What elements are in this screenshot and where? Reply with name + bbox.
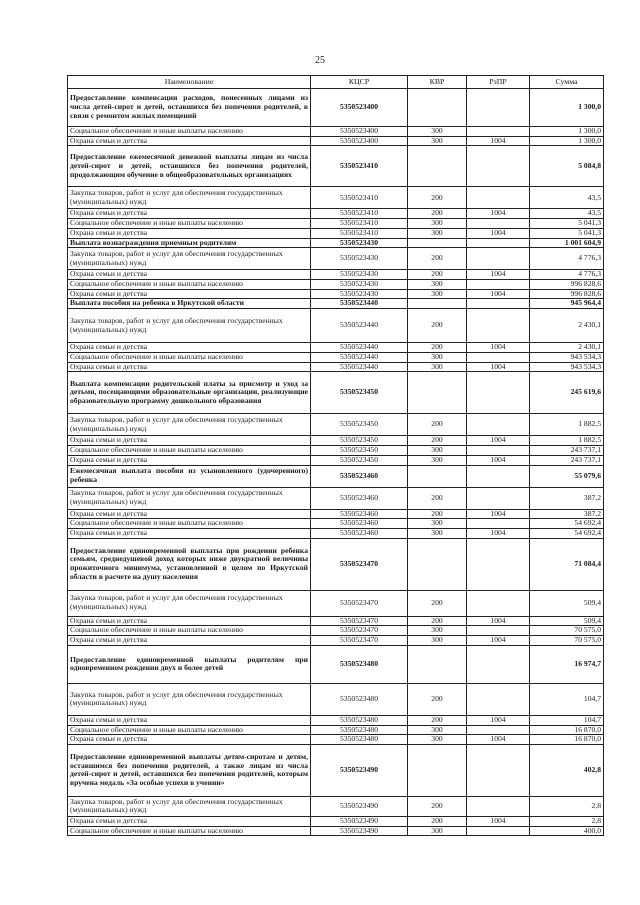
row-rzpr: 1004 bbox=[467, 436, 530, 446]
row-kvr: 300 bbox=[408, 219, 467, 229]
row-rzpr bbox=[467, 414, 530, 436]
row-sum: 43,5 bbox=[530, 209, 604, 219]
row-kvr: 300 bbox=[408, 352, 467, 362]
row-kvr bbox=[408, 645, 467, 683]
row-rzpr: 1004 bbox=[467, 209, 530, 219]
row-kvr: 200 bbox=[408, 509, 467, 519]
table-row bbox=[68, 509, 604, 519]
row-sum: 509,4 bbox=[530, 616, 604, 626]
row-sum: 943 534,3 bbox=[530, 352, 604, 362]
row-kcsr: 5350523440 bbox=[311, 309, 408, 343]
row-sum: 5 041,3 bbox=[530, 228, 604, 238]
row-rzpr bbox=[467, 465, 530, 487]
row-name: Социальное обеспечение и иные выплаты населению bbox=[68, 352, 311, 362]
table-row bbox=[68, 238, 604, 248]
row-kcsr: 5350523430 bbox=[311, 238, 408, 248]
row-sum: 387,2 bbox=[530, 487, 604, 509]
row-kcsr: 5350523430 bbox=[311, 270, 408, 280]
row-sum: 4 776,3 bbox=[530, 248, 604, 270]
row-kvr: 300 bbox=[408, 362, 467, 372]
header-name: Наименование bbox=[68, 76, 311, 89]
table-row bbox=[68, 446, 604, 456]
row-kcsr: 5350523490 bbox=[311, 826, 408, 836]
row-kvr: 200 bbox=[408, 343, 467, 353]
row-rzpr bbox=[467, 127, 530, 137]
row-name: Социальное обеспечение и иные выплаты населению bbox=[68, 219, 311, 229]
row-name: Социальное обеспечение и иные выплаты населению bbox=[68, 127, 311, 137]
row-name: Социальное обеспечение и иные выплаты населению bbox=[68, 280, 311, 290]
row-kcsr: 5350523450 bbox=[311, 455, 408, 465]
row-rzpr: 1004 bbox=[467, 528, 530, 538]
row-kvr: 300 bbox=[408, 826, 467, 836]
row-rzpr bbox=[467, 89, 530, 127]
row-sum: 400,0 bbox=[530, 826, 604, 836]
table-row bbox=[68, 89, 604, 127]
row-kvr bbox=[408, 146, 467, 187]
row-kcsr: 5350523460 bbox=[311, 528, 408, 538]
row-rzpr: 1004 bbox=[467, 455, 530, 465]
row-rzpr bbox=[467, 725, 530, 735]
row-kcsr: 5350523430 bbox=[311, 289, 408, 299]
row-rzpr bbox=[467, 590, 530, 616]
row-kcsr: 5350523440 bbox=[311, 299, 408, 309]
row-name: Охрана семьи и детства bbox=[68, 343, 311, 353]
row-name: Выплата вознаграждения приемным родителям bbox=[68, 238, 311, 248]
row-sum: 2,8 bbox=[530, 796, 604, 816]
table-row bbox=[68, 436, 604, 446]
row-kvr: 300 bbox=[408, 626, 467, 636]
row-sum: 54 692,4 bbox=[530, 528, 604, 538]
row-name: Охрана семьи и детства bbox=[68, 636, 311, 646]
table-row bbox=[68, 343, 604, 353]
row-kvr: 200 bbox=[408, 248, 467, 270]
row-rzpr bbox=[467, 826, 530, 836]
table-row bbox=[68, 228, 604, 238]
row-kcsr: 5350523440 bbox=[311, 343, 408, 353]
row-kcsr: 5350523450 bbox=[311, 446, 408, 456]
table-row bbox=[68, 362, 604, 372]
row-name: Охрана семьи и детства bbox=[68, 528, 311, 538]
table-row bbox=[68, 280, 604, 290]
row-kcsr: 5350523470 bbox=[311, 590, 408, 616]
row-sum: 1 300,0 bbox=[530, 89, 604, 127]
row-kcsr: 5350523460 bbox=[311, 509, 408, 519]
row-sum: 402,8 bbox=[530, 744, 604, 796]
row-kcsr: 5350523450 bbox=[311, 436, 408, 446]
table-row bbox=[68, 796, 604, 816]
row-sum: 243 737,1 bbox=[530, 455, 604, 465]
row-kvr: 200 bbox=[408, 816, 467, 826]
row-name: Охрана семьи и детства bbox=[68, 136, 311, 146]
row-kvr: 300 bbox=[408, 446, 467, 456]
row-rzpr bbox=[467, 487, 530, 509]
row-name: Закупка товаров, работ и услуг для обеспечения государственных (муниципальных) нужд bbox=[68, 590, 311, 616]
row-name: Охрана семьи и детства bbox=[68, 816, 311, 826]
row-name: Социальное обеспечение и иные выплаты населению bbox=[68, 519, 311, 529]
row-rzpr: 1004 bbox=[467, 136, 530, 146]
table-row bbox=[68, 816, 604, 826]
row-name: Охрана семьи и детства bbox=[68, 362, 311, 372]
row-kvr: 200 bbox=[408, 796, 467, 816]
row-rzpr bbox=[467, 626, 530, 636]
row-kvr: 200 bbox=[408, 616, 467, 626]
row-kcsr: 5350523400 bbox=[311, 136, 408, 146]
row-sum: 387,2 bbox=[530, 509, 604, 519]
row-kcsr: 5350523450 bbox=[311, 372, 408, 414]
table-row bbox=[68, 636, 604, 646]
row-sum: 16 974,7 bbox=[530, 645, 604, 683]
row-sum: 1 300,0 bbox=[530, 136, 604, 146]
row-kvr: 300 bbox=[408, 127, 467, 137]
row-sum: 5 041,3 bbox=[530, 219, 604, 229]
row-sum: 16 870,0 bbox=[530, 725, 604, 735]
row-name: Охрана семьи и детства bbox=[68, 228, 311, 238]
row-sum: 1 300,0 bbox=[530, 127, 604, 137]
header-kcsr: КЦСР bbox=[311, 76, 408, 89]
row-kcsr: 5350523410 bbox=[311, 219, 408, 229]
row-kcsr: 5350523440 bbox=[311, 362, 408, 372]
row-rzpr bbox=[467, 645, 530, 683]
row-kvr bbox=[408, 744, 467, 796]
table-row bbox=[68, 289, 604, 299]
table-row bbox=[68, 645, 604, 683]
budget-table bbox=[67, 75, 604, 836]
row-kvr: 300 bbox=[408, 280, 467, 290]
row-name: Охрана семьи и детства bbox=[68, 735, 311, 745]
row-name: Предоставление единовременной выплаты при рождении ребенка семьям, среднедушевой доход которых ниже двукратной величины прожиточного минимума, установленной в целом по Иркутской области в расчете на душу населения bbox=[68, 538, 311, 590]
row-kvr: 200 bbox=[408, 309, 467, 343]
row-name: Закупка товаров, работ и услуг для обеспечения государственных (муниципальных) нужд bbox=[68, 796, 311, 816]
row-sum: 104,7 bbox=[530, 715, 604, 725]
header-rzpr: РзПР bbox=[467, 76, 530, 89]
row-rzpr: 1004 bbox=[467, 509, 530, 519]
row-sum: 5 084,8 bbox=[530, 146, 604, 187]
row-sum: 70 575,0 bbox=[530, 636, 604, 646]
row-kcsr: 5350523400 bbox=[311, 89, 408, 127]
row-name: Охрана семьи и детства bbox=[68, 289, 311, 299]
table-row bbox=[68, 352, 604, 362]
row-kvr: 200 bbox=[408, 414, 467, 436]
row-name: Закупка товаров, работ и услуг для обеспечения государственных (муниципальных) нужд bbox=[68, 414, 311, 436]
row-name: Охрана семьи и детства bbox=[68, 436, 311, 446]
row-name: Закупка товаров, работ и услуг для обеспечения государственных (муниципальных) нужд bbox=[68, 187, 311, 209]
row-kcsr: 5350523470 bbox=[311, 538, 408, 590]
table-row bbox=[68, 455, 604, 465]
row-kcsr: 5350523480 bbox=[311, 725, 408, 735]
table-row bbox=[68, 538, 604, 590]
row-rzpr bbox=[467, 744, 530, 796]
row-name: Ежемесячная выплата пособия из усыновленного (удочеренного) ребенка bbox=[68, 465, 311, 487]
table-row bbox=[68, 270, 604, 280]
row-rzpr bbox=[467, 309, 530, 343]
row-kcsr: 5350523410 bbox=[311, 209, 408, 219]
table-row bbox=[68, 309, 604, 343]
table-row bbox=[68, 372, 604, 414]
row-name: Социальное обеспечение и иные выплаты населению bbox=[68, 725, 311, 735]
row-name: Выплата пособия на ребенка в Иркутской области bbox=[68, 299, 311, 309]
row-kvr: 300 bbox=[408, 519, 467, 529]
row-kvr: 300 bbox=[408, 735, 467, 745]
table-row bbox=[68, 715, 604, 725]
row-kvr bbox=[408, 238, 467, 248]
row-name: Охрана семьи и детства bbox=[68, 455, 311, 465]
row-sum: 1 882,5 bbox=[530, 436, 604, 446]
table-row bbox=[68, 744, 604, 796]
table-row bbox=[68, 735, 604, 745]
row-kvr: 200 bbox=[408, 270, 467, 280]
row-kcsr: 5350523460 bbox=[311, 465, 408, 487]
row-kcsr: 5350523480 bbox=[311, 735, 408, 745]
row-kcsr: 5350523400 bbox=[311, 127, 408, 137]
row-name: Охрана семьи и детства bbox=[68, 509, 311, 519]
row-kvr: 200 bbox=[408, 487, 467, 509]
table-row bbox=[68, 616, 604, 626]
row-kvr: 300 bbox=[408, 725, 467, 735]
table-row bbox=[68, 626, 604, 636]
row-kvr: 300 bbox=[408, 136, 467, 146]
table-row bbox=[68, 136, 604, 146]
row-name: Социальное обеспечение и иные выплаты населению bbox=[68, 826, 311, 836]
row-name: Закупка товаров, работ и услуг для обеспечения государственных (муниципальных) нужд bbox=[68, 683, 311, 715]
row-kcsr: 5350523440 bbox=[311, 352, 408, 362]
row-rzpr bbox=[467, 372, 530, 414]
row-sum: 55 079,6 bbox=[530, 465, 604, 487]
table-row bbox=[68, 487, 604, 509]
row-kcsr: 5350523460 bbox=[311, 487, 408, 509]
row-kvr: 300 bbox=[408, 228, 467, 238]
row-sum: 4 776,3 bbox=[530, 270, 604, 280]
header-kvr: КВР bbox=[408, 76, 467, 89]
row-sum: 2 430,1 bbox=[530, 343, 604, 353]
row-rzpr: 1004 bbox=[467, 228, 530, 238]
row-rzpr bbox=[467, 299, 530, 309]
row-sum: 996 828,6 bbox=[530, 280, 604, 290]
row-sum: 104,7 bbox=[530, 683, 604, 715]
row-kcsr: 5350523480 bbox=[311, 715, 408, 725]
table-row bbox=[68, 146, 604, 187]
row-name: Социальное обеспечение и иные выплаты населению bbox=[68, 446, 311, 456]
table-row bbox=[68, 826, 604, 836]
table-row bbox=[68, 519, 604, 529]
row-rzpr: 1004 bbox=[467, 343, 530, 353]
row-kvr bbox=[408, 465, 467, 487]
row-kcsr: 5350523490 bbox=[311, 816, 408, 826]
row-rzpr bbox=[467, 538, 530, 590]
table-body bbox=[68, 89, 604, 836]
row-kvr: 200 bbox=[408, 209, 467, 219]
row-kcsr: 5350523470 bbox=[311, 626, 408, 636]
row-kcsr: 5350523480 bbox=[311, 683, 408, 715]
table-row bbox=[68, 209, 604, 219]
row-kcsr: 5350523450 bbox=[311, 414, 408, 436]
row-rzpr bbox=[467, 519, 530, 529]
row-kvr bbox=[408, 299, 467, 309]
row-sum: 243 737,1 bbox=[530, 446, 604, 456]
row-name: Предоставление ежемесячной денежной выплаты лицам из числа детей-сирот и детей, оставшихся без попечения родителей, продолжающим обучение в общеобразовательных организациях bbox=[68, 146, 311, 187]
row-rzpr bbox=[467, 238, 530, 248]
table-header-row bbox=[68, 76, 604, 89]
row-kvr: 300 bbox=[408, 528, 467, 538]
row-name: Закупка товаров, работ и услуг для обеспечения государственных (муниципальных) нужд bbox=[68, 487, 311, 509]
row-name: Предоставление единовременной выплаты родителям при одновременном рождении двух и более детей bbox=[68, 645, 311, 683]
row-kvr: 300 bbox=[408, 289, 467, 299]
row-kvr bbox=[408, 89, 467, 127]
row-rzpr: 1004 bbox=[467, 270, 530, 280]
row-rzpr bbox=[467, 219, 530, 229]
row-sum: 996 828,6 bbox=[530, 289, 604, 299]
table-row bbox=[68, 127, 604, 137]
header-sum: Сумма bbox=[530, 76, 604, 89]
row-kvr: 200 bbox=[408, 590, 467, 616]
row-rzpr: 1004 bbox=[467, 816, 530, 826]
row-kvr: 200 bbox=[408, 715, 467, 725]
row-rzpr: 1004 bbox=[467, 735, 530, 745]
table-row bbox=[68, 414, 604, 436]
table-row bbox=[68, 528, 604, 538]
row-kvr bbox=[408, 538, 467, 590]
row-sum: 54 692,4 bbox=[530, 519, 604, 529]
row-rzpr: 1004 bbox=[467, 616, 530, 626]
row-kcsr: 5350523490 bbox=[311, 796, 408, 816]
row-sum: 70 575,0 bbox=[530, 626, 604, 636]
table-row bbox=[68, 725, 604, 735]
table-row bbox=[68, 465, 604, 487]
row-name: Охрана семьи и детства bbox=[68, 209, 311, 219]
row-kcsr: 5350523470 bbox=[311, 636, 408, 646]
row-rzpr bbox=[467, 187, 530, 209]
row-kvr: 200 bbox=[408, 187, 467, 209]
row-sum: 945 964,4 bbox=[530, 299, 604, 309]
row-name: Закупка товаров, работ и услуг для обеспечения государственных (муниципальных) нужд bbox=[68, 248, 311, 270]
row-sum: 1 882,5 bbox=[530, 414, 604, 436]
row-kcsr: 5350523480 bbox=[311, 645, 408, 683]
row-rzpr bbox=[467, 796, 530, 816]
row-sum: 943 534,3 bbox=[530, 362, 604, 372]
row-rzpr: 1004 bbox=[467, 362, 530, 372]
row-name: Социальное обеспечение и иные выплаты населению bbox=[68, 626, 311, 636]
table-row bbox=[68, 683, 604, 715]
row-name: Закупка товаров, работ и услуг для обеспечения государственных (муниципальных) нужд bbox=[68, 309, 311, 343]
row-sum: 2,8 bbox=[530, 816, 604, 826]
row-rzpr bbox=[467, 280, 530, 290]
row-sum: 71 084,4 bbox=[530, 538, 604, 590]
row-kcsr: 5350523470 bbox=[311, 616, 408, 626]
row-kvr: 200 bbox=[408, 436, 467, 446]
table-row bbox=[68, 299, 604, 309]
row-rzpr bbox=[467, 352, 530, 362]
row-sum: 245 619,6 bbox=[530, 372, 604, 414]
table-row bbox=[68, 590, 604, 616]
row-rzpr: 1004 bbox=[467, 289, 530, 299]
row-kcsr: 5350523460 bbox=[311, 519, 408, 529]
row-name: Предоставление компенсации расходов, понесенных лицами из числа детей-сирот и детей, оставшихся без попечения родителей, в связи с ремонтом жилых помещений bbox=[68, 89, 311, 127]
table-row bbox=[68, 219, 604, 229]
row-name: Охрана семьи и детства bbox=[68, 270, 311, 280]
row-kcsr: 5350523410 bbox=[311, 146, 408, 187]
row-sum: 43,5 bbox=[530, 187, 604, 209]
row-name: Предоставление единовременной выплаты детям-сиротам и детям, оставшимся без попечения родителей, а также лицам из числа детей-сирот и детей, оставшихся без попечения родителей, которым вручена медаль «За особые успехи в учении» bbox=[68, 744, 311, 796]
row-rzpr: 1004 bbox=[467, 715, 530, 725]
row-kcsr: 5350523490 bbox=[311, 744, 408, 796]
row-sum: 1 001 604,9 bbox=[530, 238, 604, 248]
row-name: Охрана семьи и детства bbox=[68, 616, 311, 626]
row-name: Охрана семьи и детства bbox=[68, 715, 311, 725]
page-number: 25 bbox=[315, 55, 325, 66]
row-rzpr bbox=[467, 446, 530, 456]
row-kcsr: 5350523410 bbox=[311, 228, 408, 238]
row-kvr: 200 bbox=[408, 683, 467, 715]
row-kvr: 300 bbox=[408, 455, 467, 465]
row-kvr: 300 bbox=[408, 636, 467, 646]
row-kcsr: 5350523430 bbox=[311, 248, 408, 270]
row-rzpr bbox=[467, 146, 530, 187]
row-name: Выплата компенсации родительской платы за присмотр и уход за детьми, посещающими образовательные организации, реализующие образовательную программу дошкольного образования bbox=[68, 372, 311, 414]
row-sum: 16 870,0 bbox=[530, 735, 604, 745]
row-rzpr: 1004 bbox=[467, 636, 530, 646]
row-sum: 509,4 bbox=[530, 590, 604, 616]
row-kcsr: 5350523430 bbox=[311, 280, 408, 290]
table-row bbox=[68, 187, 604, 209]
row-sum: 2 430,1 bbox=[530, 309, 604, 343]
row-kvr bbox=[408, 372, 467, 414]
row-rzpr bbox=[467, 683, 530, 715]
table-row bbox=[68, 248, 604, 270]
row-kcsr: 5350523410 bbox=[311, 187, 408, 209]
row-rzpr bbox=[467, 248, 530, 270]
